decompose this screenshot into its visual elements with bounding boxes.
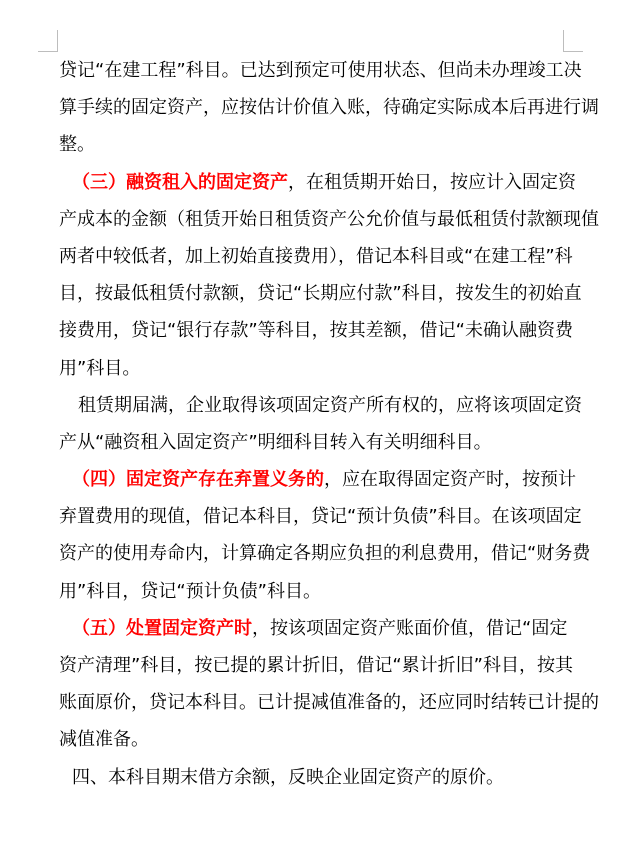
page-corner-mark-right-h (563, 51, 583, 52)
text-line (59, 164, 576, 201)
paragraph-lease-expiry (59, 387, 582, 461)
text-line (59, 610, 568, 647)
text-line: 四、本科目期末借方余额，反映企业固定资产的原价。 (72, 766, 504, 788)
text-line: 用”科目。 (59, 357, 141, 379)
text-line: 资产清理”科目，按已提的累计折旧，借记“累计折旧”科目，按其 (59, 655, 573, 676)
paragraph-ending-balance (59, 759, 563, 796)
document-body (59, 52, 599, 796)
text-run: ，应在取得固定资产时，按预计 (324, 469, 576, 491)
text-line: 贷记“在建工程”科目。已达到预定可使用状态、但尚未办理竣工决 (59, 60, 582, 81)
text-run: ，在租赁期开始日，按应计入固定资 (288, 171, 576, 193)
text-line: 产从“融资租入固定资产”明细科目转入有关明细科目。 (59, 431, 492, 453)
section-heading-3: （三）融资租入的固定资产 (72, 171, 288, 193)
text-line: 弃置费用的现值，借记本科目，贷记“预计负债”科目。在该项固定 (59, 506, 582, 528)
paragraph-disposal-obligation (59, 461, 591, 610)
text-line: 用”科目，贷记“预计负债”科目。 (59, 580, 321, 602)
text-line: 算手续的固定资产，应按估计价值入账，待确定实际成本后再进行调 (59, 97, 599, 119)
text-run: ，按该项固定资产账面价值，借记“固定 (252, 617, 568, 639)
paragraph-disposal (59, 610, 599, 759)
page-corner-mark-left-v (57, 30, 58, 52)
text-line: 目，按最低租赁付款额，贷记“长期应付款”科目，按发生的初始直 (59, 283, 582, 305)
text-line: 租赁期届满，企业取得该项固定资产所有权的，应将该项固定资 (78, 394, 582, 416)
text-line (59, 461, 576, 498)
text-line: 减值准备。 (59, 729, 149, 751)
text-line: 整。 (59, 134, 95, 156)
page-corner-mark-left-h (38, 51, 58, 52)
text-line: 两者中较低者，加上初始直接费用），借记本科目或“在建工程”科 (59, 245, 573, 267)
page-corner-mark-right-v (563, 30, 564, 52)
paragraph-construction-in-progress (59, 52, 599, 164)
section-heading-4: （四）固定资产存在弃置义务的 (72, 469, 324, 491)
text-line: 资产的使用寿命内，计算确定各期应负担的利息费用，借记“财务费 (59, 543, 591, 565)
paragraph-finance-lease (59, 164, 599, 387)
text-line: 接费用，贷记“银行存款”等科目，按其差额，借记“未确认融资费 (59, 320, 573, 342)
text-line: 产成本的金额（租赁开始日租赁资产公允价值与最低租赁付款额现值 (59, 208, 599, 230)
section-heading-5: （五）处置固定资产时 (72, 617, 252, 639)
text-line: 账面原价，贷记本科目。已计提减值准备的，还应同时结转已计提的 (59, 692, 599, 714)
